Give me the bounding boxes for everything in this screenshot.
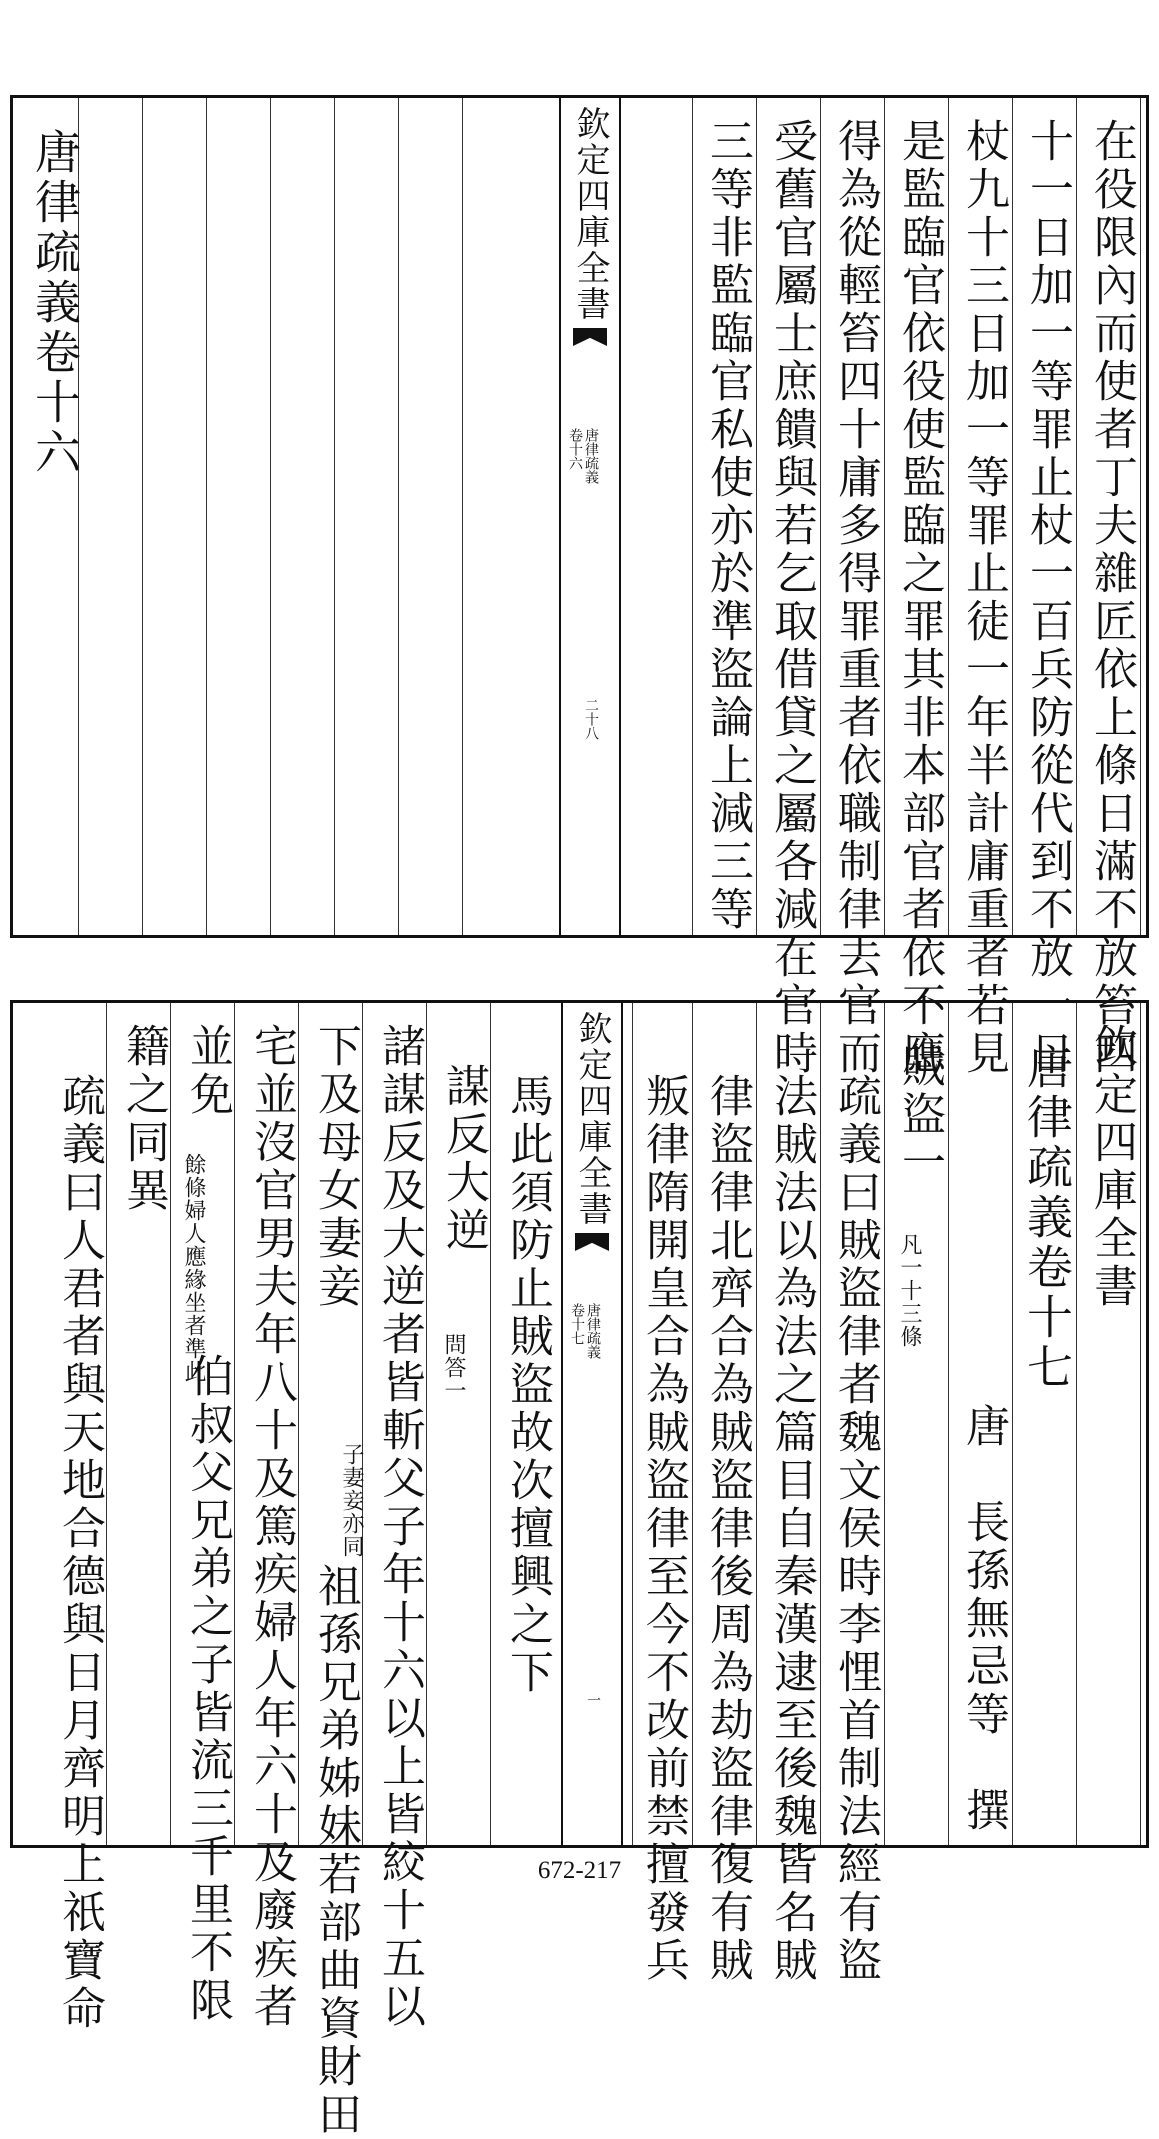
text-column-3: 杖九十三日加一等罪止徒一年半計庸重者若見 bbox=[958, 118, 1009, 1078]
text-column-2: 十一日加一等罪止杖一百兵防從代到不放一日 bbox=[1022, 118, 1073, 1078]
text-column-4: 是監臨官依役使監臨之罪其非本部官者依不應 bbox=[894, 118, 945, 1078]
statute-line-1: 諸謀反及大逆者皆斬父子年十六以上皆絞十五以 bbox=[374, 1023, 425, 2031]
qa-count-note: 問答一 bbox=[441, 1333, 466, 1402]
band-volume: 卷十六 bbox=[567, 428, 583, 470]
text-column-commentary-1: 疏義曰賊盜律者魏文侯時李悝首制法經有盜 bbox=[830, 1073, 881, 1985]
author-line: 唐 長孫無忌等 撰 bbox=[958, 1403, 1009, 1835]
volume-title: 唐律疏義卷十七 bbox=[1020, 1043, 1074, 1393]
fishtail-mark-icon bbox=[575, 1233, 609, 1251]
band-page-number: 二十八 bbox=[583, 698, 599, 740]
statute-line-3: 宅並沒官男夫年八十及篤疾婦人年六十及廢疾者 bbox=[246, 1023, 297, 2031]
chapter-heading: 賊盜一 bbox=[894, 1043, 945, 1187]
statute-line-4b: 伯叔父兄弟之子皆流三千里不限 bbox=[182, 1353, 233, 2025]
text-column-7: 三等非監臨官私使亦於準盜論上減三等 bbox=[702, 118, 753, 934]
page-number: 672-217 bbox=[537, 1857, 622, 1884]
statute-note-qiqie: 子妻妾亦同 bbox=[339, 1443, 364, 1558]
band-book-title: 唐律疏義 bbox=[585, 1303, 601, 1359]
text-column-commentary-3: 律盜律北齊合為賊盜律後周為劫盜律復有賊 bbox=[702, 1073, 753, 1985]
text-column-commentary-4: 叛律隋開皇合為賊盜律至今不改前禁擅發兵 bbox=[638, 1073, 689, 1985]
text-column-commentary-2: 法賊法以為法之篇目自秦漢逮至後魏皆名賊 bbox=[766, 1073, 817, 1985]
statute-note-yutiao: 餘條婦人應緣坐者準此 bbox=[181, 1153, 206, 1383]
text-column-1: 在役限內而使者丁夫雜匠依上條日滿不放笞四 bbox=[1086, 118, 1137, 1078]
article-title: 謀反大逆 bbox=[438, 1063, 489, 1255]
text-column-commentary-5: 馬此須防止賊盜故次擅興之下 bbox=[502, 1073, 553, 1697]
text-column-5: 得為從輕笞四十庸多得罪重者依職制律去官而 bbox=[830, 118, 881, 1078]
section-count-note: 凡一十三條 bbox=[897, 1233, 922, 1348]
center-band bbox=[561, 1003, 623, 1845]
statute-line-2a: 下及母女妻妾 bbox=[310, 1023, 361, 1311]
text-column-commentary-6: 疏義曰人君者與天地合德與日月齊明上祇寶命 bbox=[54, 1073, 105, 2033]
statute-line-2b: 祖孫兄弟姊妹若部曲資財田 bbox=[310, 1563, 361, 2139]
band-volume: 卷十七 bbox=[569, 1303, 585, 1345]
text-column-6: 受舊官屬士庶饋與若乞取借貸之屬各減在官時 bbox=[766, 118, 817, 1078]
header-collection-title: 欽定四庫全書 bbox=[1086, 1023, 1137, 1311]
band-header: 欽定四庫全書 bbox=[570, 106, 610, 322]
band-page-number: 一 bbox=[585, 1693, 601, 1707]
fishtail-mark-icon bbox=[573, 328, 607, 346]
statute-line-5: 籍之同異 bbox=[118, 1023, 169, 1215]
statute-line-4a: 並免 bbox=[182, 1023, 233, 1119]
margin-volume-title: 唐律疏義卷十六 bbox=[28, 128, 82, 478]
center-band bbox=[559, 98, 621, 935]
band-header: 欽定四庫全書 bbox=[572, 1011, 612, 1227]
band-book-title: 唐律疏義 bbox=[583, 428, 599, 484]
